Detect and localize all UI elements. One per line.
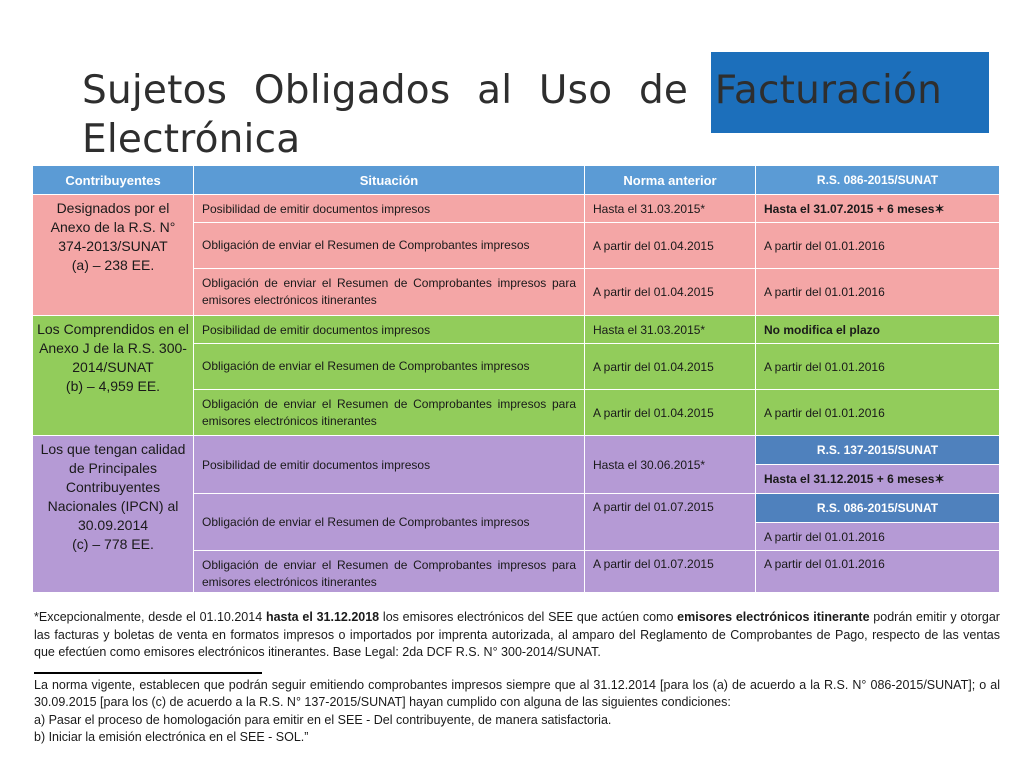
nueva-cell: A partir del 01.01.2016: [756, 269, 1000, 316]
situacion-cell: Posibilidad de emitir documentos impresos: [194, 436, 585, 494]
table-row: [33, 195, 1000, 223]
anterior-cell: A partir del 01.04.2015: [585, 344, 756, 390]
obligations-table: [32, 165, 1000, 593]
nueva-cell: A partir del 01.01.2016: [756, 551, 1000, 593]
situacion-cell: Obligación de enviar el Resumen de Comprobantes impresos para emisores electrónicos itinerantes: [194, 390, 585, 436]
table-row: [33, 316, 1000, 344]
anterior-cell: Hasta el 30.06.2015*: [585, 436, 756, 494]
anterior-cell: A partir del 01.07.2015: [585, 494, 756, 551]
table-header-row: [33, 166, 1000, 195]
contrib-c: Los que tengan calidad de Principales Contribuyentes Nacionales (IPCN) al 30.09.2014 (c) – 778 EE.: [33, 436, 194, 593]
condition-a: a) Pasar el proceso de homologación para emitir en el SEE - Del contribuyente, de manera satisfactoria.: [34, 712, 612, 727]
page-title: Sujetos Obligados al Uso de Facturación Electrónica: [82, 68, 942, 162]
contrib-a: Designados por el Anexo de la R.S. N° 374-2013/SUNAT (a) – 238 EE.: [33, 195, 194, 316]
vigente-note: La norma vigente, establecen que podrán seguir emitiendo comprobantes impresos siempre que al 31.12.2014 [para los (a) de acuerdo a la R.S. N° 086-2015/SUNAT]; o al 30.09.2015 [para los (c) de acuerdo a la R.S. N° 137-2015/SUNAT] hayan cumplido con alguna de las siguientes condiciones:: [34, 677, 1000, 709]
separator-line: [34, 672, 262, 674]
rs-086-subheader: R.S. 086-2015/SUNAT: [756, 494, 1000, 523]
situacion-cell: Obligación de enviar el Resumen de Comprobantes impresos: [194, 344, 585, 390]
footnotes: [34, 609, 1000, 747]
header-contribuyentes: Contribuyentes: [33, 166, 194, 195]
header-situacion: Situación: [194, 166, 585, 195]
situacion-cell: Posibilidad de emitir documentos impresos: [194, 316, 585, 344]
header-norma-anterior: Norma anterior: [585, 166, 756, 195]
anterior-cell: Hasta el 31.03.2015*: [585, 316, 756, 344]
nueva-cell: A partir del 01.01.2016: [756, 344, 1000, 390]
situacion-cell: Obligación de enviar el Resumen de Comprobantes impresos para emisores electrónicos itinerantes: [194, 551, 585, 593]
situacion-cell: Obligación de enviar el Resumen de Comprobantes impresos: [194, 223, 585, 269]
header-rs-086: R.S. 086-2015/SUNAT: [756, 166, 1000, 195]
condition-b: b) Iniciar la emisión electrónica en el SEE - SOL.”: [34, 730, 309, 744]
situacion-cell: Obligación de enviar el Resumen de Comprobantes impresos: [194, 494, 585, 551]
nueva-cell: A partir del 01.01.2016: [756, 390, 1000, 436]
anterior-cell: Hasta el 31.03.2015*: [585, 195, 756, 223]
nueva-cell: A partir del 01.01.2016: [756, 223, 1000, 269]
table-row: [33, 436, 1000, 465]
anterior-cell: A partir del 01.04.2015: [585, 390, 756, 436]
nueva-cell: No modifica el plazo: [756, 316, 1000, 344]
rs-137-subheader: R.S. 137-2015/SUNAT: [756, 436, 1000, 465]
situacion-cell: Obligación de enviar el Resumen de Comprobantes impresos para emisores electrónicos itinerantes: [194, 269, 585, 316]
situacion-cell: Posibilidad de emitir documentos impresos: [194, 195, 585, 223]
anterior-cell: A partir del 01.07.2015: [585, 551, 756, 593]
nueva-cell: Hasta el 31.12.2015 + 6 meses✶: [756, 465, 1000, 494]
anterior-cell: A partir del 01.04.2015: [585, 223, 756, 269]
nueva-cell: Hasta el 31.07.2015 + 6 meses✶: [756, 195, 1000, 223]
exception-note: *Excepcionalmente, desde el 01.10.2014 hasta el 31.12.2018 los emisores electrónicos del SEE que actúen como emisores electrónicos itinerante podrán emitir y otorgar las facturas y boletas de venta en formatos impresos o importados por imprenta autorizada, al amparo del Reglamento de Comprobantes de Pago, respecto de las ventas que efectúen como emisores electrónicos itinerantes. Base Legal: 2da DCF R.S. N° 300-2014/SUNAT.: [34, 610, 1000, 659]
anterior-cell: A partir del 01.04.2015: [585, 269, 756, 316]
contrib-b: Los Comprendidos en el Anexo J de la R.S. 300-2014/SUNAT (b) – 4,959 EE.: [33, 316, 194, 436]
nueva-cell: A partir del 01.01.2016: [756, 523, 1000, 551]
